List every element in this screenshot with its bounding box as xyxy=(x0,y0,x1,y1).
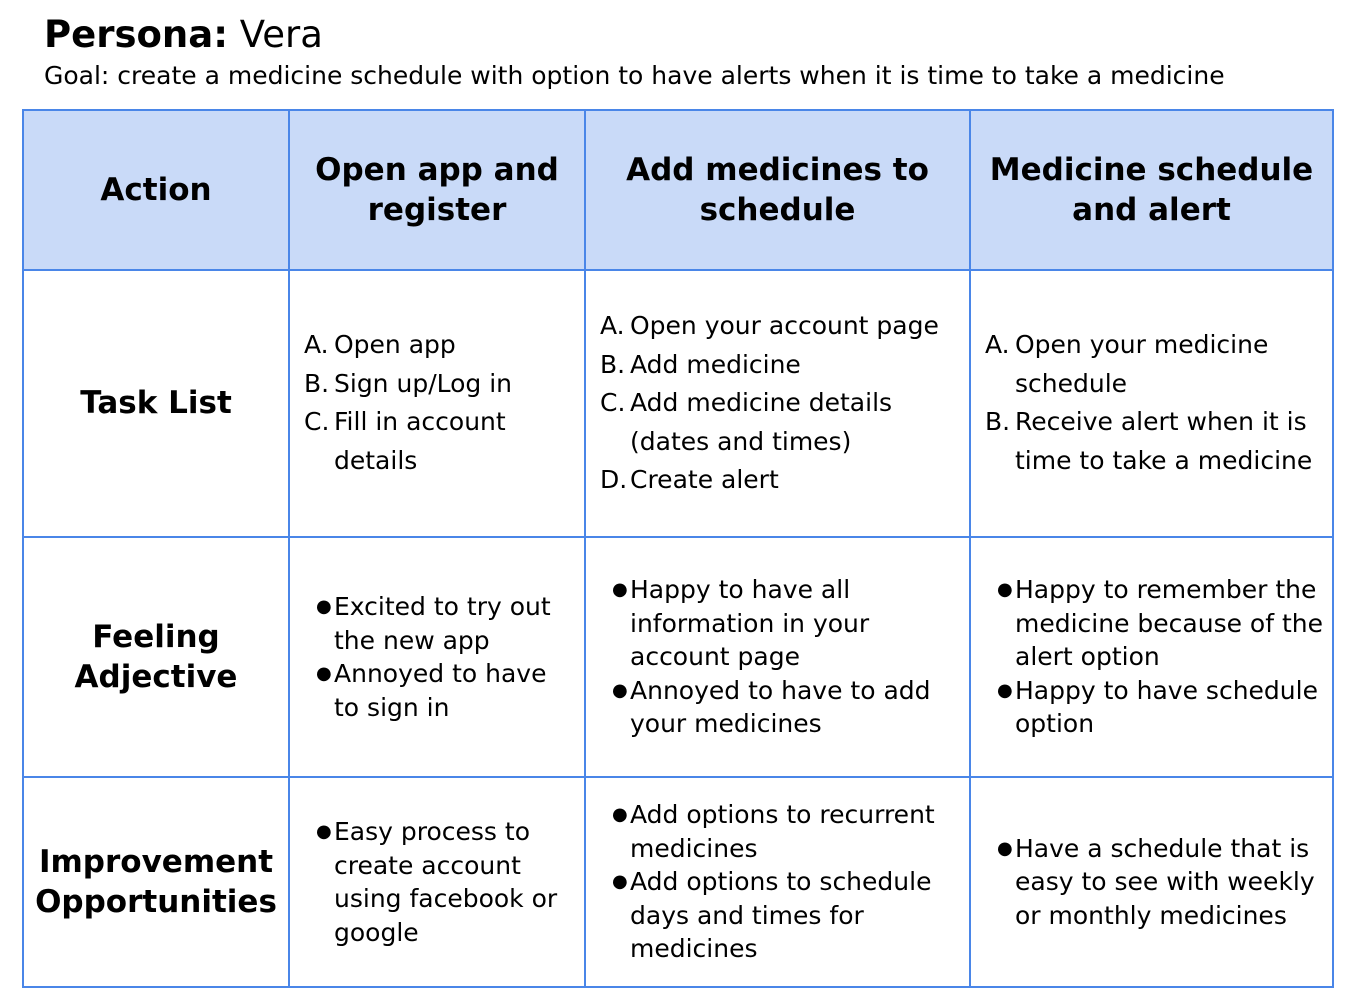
task-marker: A. xyxy=(600,311,625,341)
improvement-cell-add-medicines xyxy=(585,777,970,987)
bullet-dot-icon: ● xyxy=(316,596,332,618)
bullet-item xyxy=(318,815,578,949)
feeling-adjective-row xyxy=(23,537,1333,778)
bullet-text: Annoyed to have to sign in xyxy=(334,659,547,722)
task-marker: A. xyxy=(304,330,329,360)
bullet-list xyxy=(971,832,1332,933)
bullet-item xyxy=(614,798,963,865)
persona-heading xyxy=(44,12,323,58)
header-add-medicines: Add medicines to schedule xyxy=(585,110,970,270)
header-schedule-alert: Medicine schedule and alert xyxy=(970,110,1333,270)
bullet-item xyxy=(318,590,578,657)
bullet-dot-icon: ● xyxy=(612,579,628,601)
bullet-dot-icon: ● xyxy=(612,679,628,701)
persona-label: Persona: xyxy=(44,13,229,56)
task-item xyxy=(600,384,961,461)
task-item xyxy=(985,403,1324,480)
bullet-list xyxy=(586,573,969,741)
bullet-list xyxy=(290,590,584,724)
feeling-cell-open-app xyxy=(289,537,585,778)
bullet-text: Add options to schedule days and times for medicines xyxy=(630,867,932,964)
task-item xyxy=(304,365,576,404)
bullet-dot-icon: ● xyxy=(997,837,1013,859)
feeling-cell-add-medicines xyxy=(585,537,970,778)
bullet-item xyxy=(999,674,1326,741)
task-marker: A. xyxy=(985,330,1010,360)
task-text: Add medicine xyxy=(630,349,801,379)
task-list xyxy=(971,326,1332,480)
task-text: Create alert xyxy=(630,465,779,495)
bullet-text: Happy to have all information in your account page xyxy=(630,575,870,672)
bullet-list xyxy=(290,815,584,949)
bullet-dot-icon: ● xyxy=(997,579,1013,601)
bullet-text: Happy to have schedule option xyxy=(1015,675,1318,739)
bullet-dot-icon: ● xyxy=(612,871,628,893)
task-item xyxy=(600,461,961,500)
bullet-text: Happy to remember the medicine because of the alert option xyxy=(1015,575,1323,672)
bullet-item xyxy=(614,674,963,741)
row-label-improvement-opportunities: Improvement Opportunities xyxy=(23,777,289,987)
task-list xyxy=(586,307,969,500)
improvement-opportunities-row xyxy=(23,777,1333,987)
task-cell-open-app xyxy=(289,270,585,537)
task-marker: C. xyxy=(600,388,626,418)
task-list xyxy=(290,326,584,480)
task-marker: C. xyxy=(304,407,330,437)
persona-name: Vera xyxy=(239,13,323,56)
bullet-item xyxy=(614,865,963,966)
task-text: Open app xyxy=(334,330,456,360)
bullet-text: Add options to recurrent medicines xyxy=(630,800,935,863)
bullet-list xyxy=(586,798,969,966)
bullet-item xyxy=(318,657,578,724)
task-text: Receive alert when it is time to take a medicine xyxy=(1015,407,1313,475)
improvement-cell-open-app xyxy=(289,777,585,987)
row-label-feeling-adjective: Feeling Adjective xyxy=(23,537,289,778)
improvement-cell-schedule-alert xyxy=(970,777,1333,987)
task-item xyxy=(985,326,1324,403)
task-item xyxy=(304,326,576,365)
bullet-dot-icon: ● xyxy=(316,663,332,685)
bullet-dot-icon: ● xyxy=(316,821,332,843)
bullet-item xyxy=(999,832,1326,933)
feeling-cell-schedule-alert xyxy=(970,537,1333,778)
task-cell-schedule-alert xyxy=(970,270,1333,537)
task-list-row xyxy=(23,270,1333,537)
task-marker: B. xyxy=(600,349,626,379)
bullet-list xyxy=(971,573,1332,741)
task-marker: D. xyxy=(600,465,628,495)
header-open-app: Open app and register xyxy=(289,110,585,270)
task-text: Add medicine details (dates and times) xyxy=(630,388,893,456)
task-cell-add-medicines xyxy=(585,270,970,537)
bullet-text: Have a schedule that is easy to see with weekly or monthly medicines xyxy=(1015,833,1315,930)
task-item xyxy=(600,307,961,346)
task-text: Sign up/Log in xyxy=(334,368,513,398)
task-marker: B. xyxy=(985,407,1011,437)
header-row xyxy=(23,110,1333,270)
journey-map-table xyxy=(22,109,1334,988)
header-action: Action xyxy=(23,110,289,270)
bullet-text: Easy process to create account using facebook or google xyxy=(334,817,558,947)
bullet-dot-icon: ● xyxy=(997,679,1013,701)
bullet-item xyxy=(614,573,963,674)
task-marker: B. xyxy=(304,368,330,398)
bullet-item xyxy=(999,573,1326,674)
row-label-task-list: Task List xyxy=(23,270,289,537)
bullet-text: Excited to try out the new app xyxy=(334,592,551,655)
task-item xyxy=(304,403,576,480)
task-text: Fill in account details xyxy=(334,407,506,475)
task-text: Open your medicine schedule xyxy=(1015,330,1269,398)
task-item xyxy=(600,346,961,385)
bullet-dot-icon: ● xyxy=(612,804,628,826)
goal-text: Goal: create a medicine schedule with option to have alerts when it is time to take a medicine xyxy=(44,61,1225,90)
bullet-text: Annoyed to have to add your medicines xyxy=(630,675,931,739)
task-text: Open your account page xyxy=(630,311,939,341)
